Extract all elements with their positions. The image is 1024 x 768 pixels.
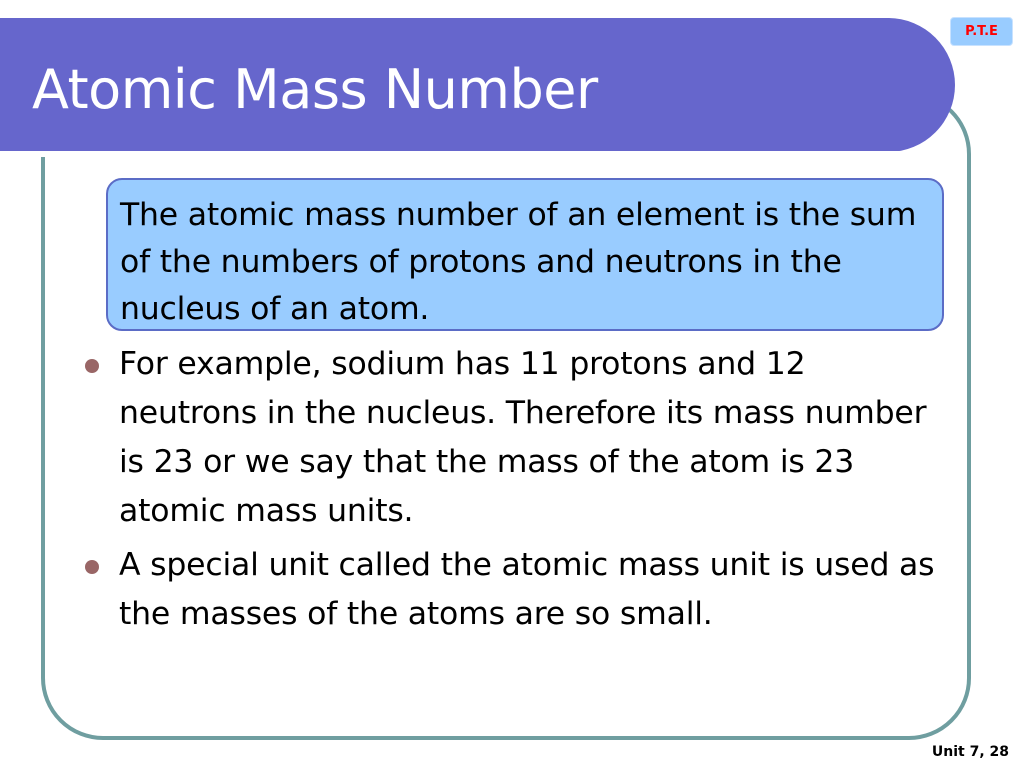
bullet-list (80, 340, 940, 644)
slide-footer: Unit 7, 28 (931, 744, 1009, 760)
bullet-text: For example, sodium has 11 protons and 12 neutrons in the nucleus. Therefore its mass number is 23 or we say that the mass of the atom is 23 atomic mass units. (119, 346, 927, 529)
bullet-item (80, 541, 940, 639)
bullet-dot-icon (85, 359, 99, 373)
slide-title: Atomic Mass Number (32, 58, 598, 121)
definition-box: The atomic mass number of an element is the sum of the numbers of protons and neutrons in the nucleus of an atom. (106, 178, 944, 331)
pte-badge: P.T.E (950, 17, 1013, 46)
title-underline (0, 151, 906, 157)
bullet-dot-icon (85, 560, 99, 574)
bullet-text: A special unit called the atomic mass unit is used as the masses of the atoms are so small. (119, 547, 935, 632)
title-bar (0, 18, 955, 152)
bullet-item (80, 340, 940, 536)
